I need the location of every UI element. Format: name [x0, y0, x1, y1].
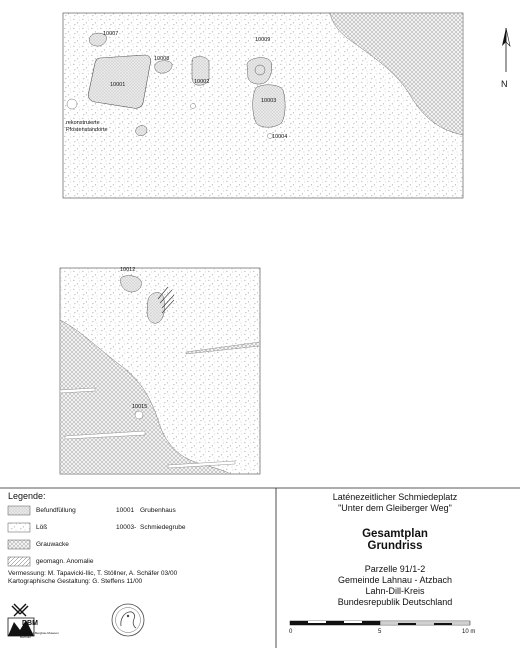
feature-10015	[135, 411, 143, 419]
feature-label-10007: 10007	[103, 31, 119, 37]
legend-type-label-schmiedegrube: Schmiedegrube	[140, 524, 186, 531]
legend-swatch-anomalie	[8, 557, 30, 566]
place-country: Bundesrepublik Deutschland	[337, 597, 453, 607]
feature-label-10012: 10012	[120, 267, 136, 273]
legend-type-id-grubenhaus: 10001	[116, 507, 135, 514]
posthole-note-line2: Pfostenstandorte	[66, 127, 108, 133]
dbm-caption-line1: Deutsches Bergbau-Museum	[20, 631, 59, 635]
feature-label-10002: 10002	[194, 79, 210, 85]
feature-10009	[247, 58, 272, 84]
legend-title: Legende:	[8, 491, 46, 501]
title-line1: Laténezeitlicher Schmiedeplatz	[332, 492, 458, 502]
scale-bar	[290, 621, 470, 625]
feature-label-10009: 10009	[255, 37, 271, 43]
scale-label-10m: 10 m	[462, 629, 476, 635]
place-parcel: Parzelle 91/1-2	[364, 564, 426, 574]
posthole-1	[67, 99, 77, 109]
place-municipality: Gemeinde Lahnau - Atzbach	[337, 575, 453, 585]
scale-label-5: 5	[378, 629, 382, 635]
legend-label-anomalie: geomagn. Anomalie	[36, 558, 94, 565]
place-district: Lahn-Dill-Kreis	[365, 586, 425, 596]
feature-label-10004: 10004	[272, 134, 288, 140]
feature-label-10015: 10015	[132, 404, 148, 410]
legend-swatch-befundfuellung	[8, 506, 30, 515]
legend-label-befundfuellung: Befundfüllung	[36, 507, 76, 514]
posthole-3	[191, 104, 196, 109]
feature-label-10001: 10001	[110, 82, 126, 88]
feature-label-10003: 10003	[261, 98, 277, 104]
posthole-note-line1: rekonstruierte	[66, 120, 100, 126]
feature-label-10008: 10008	[154, 56, 170, 62]
feature-10003	[253, 85, 285, 127]
dbm-caption-line2: Bochum	[20, 635, 32, 639]
title-line2: "Unter dem Gleiberger Weg"	[338, 503, 452, 513]
legend-label-loess: Löß	[36, 524, 48, 531]
legend-swatch-loess	[8, 523, 30, 532]
legend-type-label-grubenhaus: Grubenhaus	[140, 507, 176, 514]
north-label: N	[501, 79, 508, 89]
legend-label-grauwacke: Grauwacke	[36, 541, 69, 548]
dbm-logo-text: DBM	[22, 620, 38, 627]
lower-excavation	[60, 268, 260, 474]
title-main2: Grundriss	[367, 540, 423, 552]
north-arrow-icon	[502, 28, 510, 72]
credit-survey: Vermessung: M. Tapavicki-Ilic, T. Stöllner, A. Schäfer 03/00	[8, 570, 178, 577]
title-main1: Gesamtplan	[362, 528, 428, 540]
seal-logo-icon	[112, 604, 144, 636]
scale-label-0: 0	[289, 629, 293, 635]
credit-cartography: Kartographische Gestaltung: G. Steffens 11/00	[8, 578, 143, 585]
legend-swatch-grauwacke	[8, 540, 30, 549]
legend-type-id-schmiedegrube: 10003-	[116, 524, 137, 531]
